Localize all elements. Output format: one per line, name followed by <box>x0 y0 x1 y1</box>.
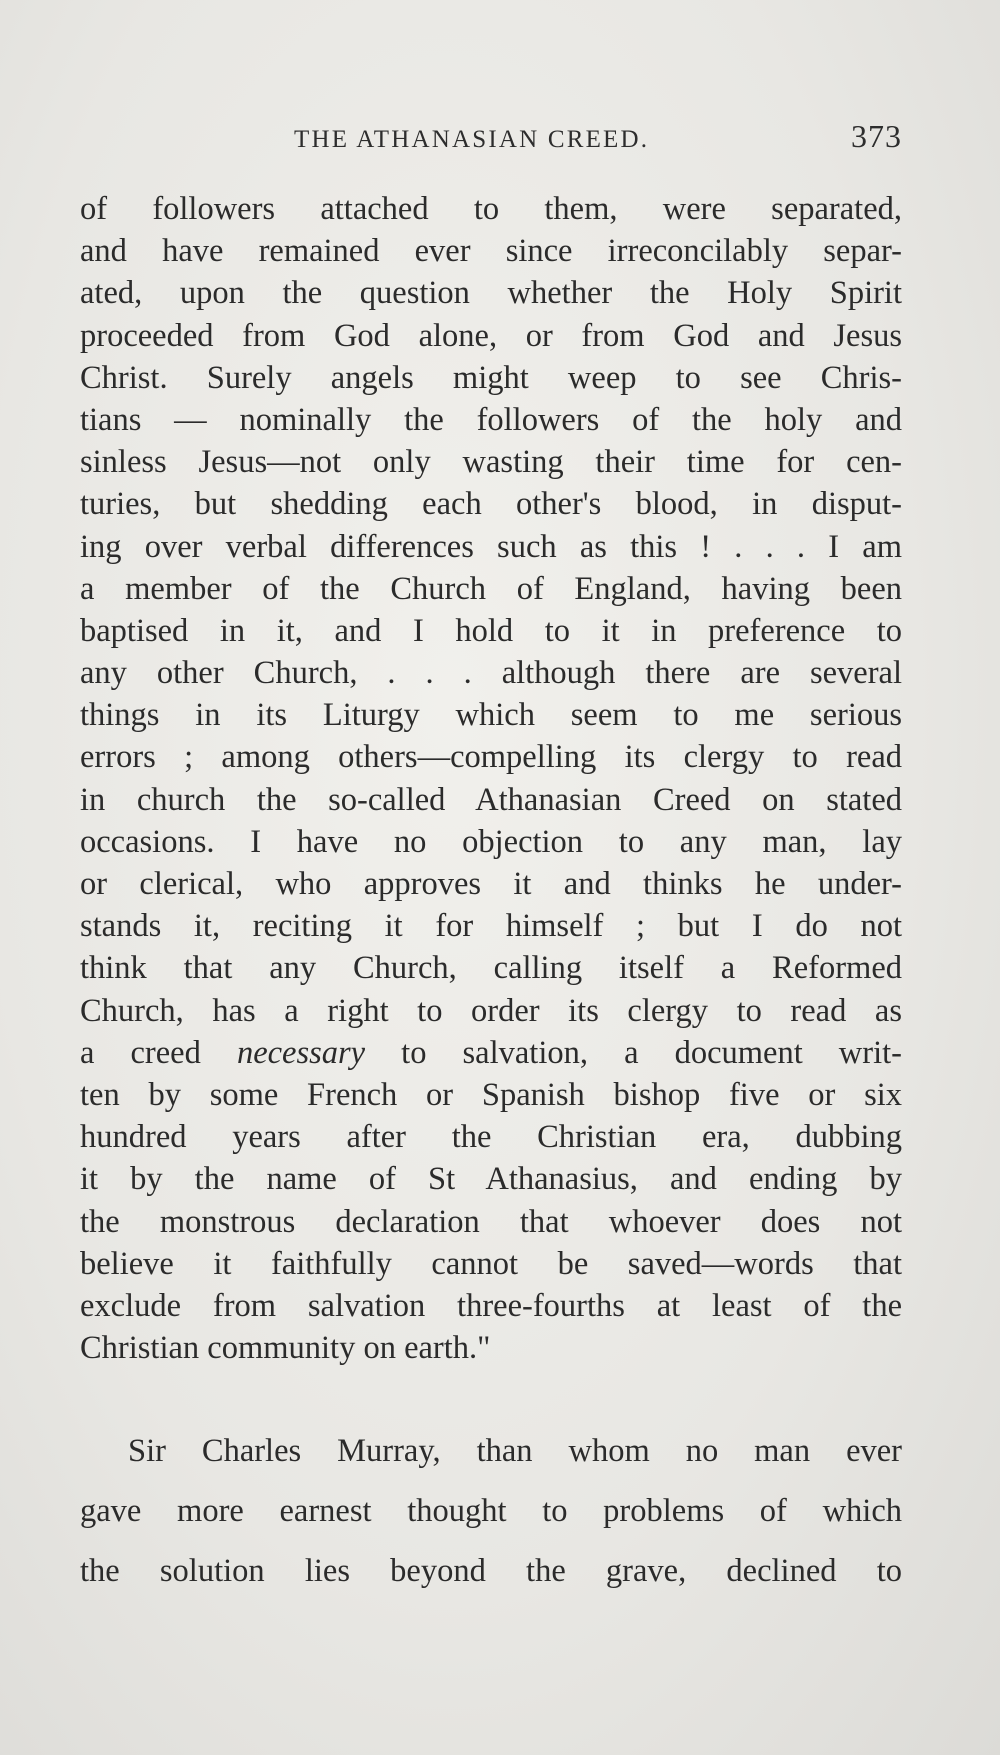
text-run: to salvation, a document writ- <box>365 1034 902 1071</box>
text-line-with-italic <box>80 1032 902 1074</box>
text-line: in church the so-called Athanasian Creed on stated <box>80 781 902 818</box>
text-line: any other Church, . . . although there are several <box>80 655 902 692</box>
text-line: the monstrous declaration that whoever does not <box>80 1203 902 1240</box>
text-line: and have remained ever since irreconcilably separ- <box>80 233 902 270</box>
text-line: gave more earnest thought to problems of which <box>80 1493 902 1530</box>
text-line: Church, has a right to order its clergy to read as <box>80 992 902 1029</box>
quotation-paragraph <box>80 188 902 1369</box>
text-line: tians — nominally the followers of the holy and <box>80 401 902 438</box>
text-line: Christ. Surely angels might weep to see Chris- <box>80 359 902 396</box>
text-line: exclude from salvation three-fourths at least of the <box>80 1287 902 1324</box>
text-line: errors ; among others—compelling its clergy to read <box>80 739 902 776</box>
text-line: hundred years after the Christian era, dubbing <box>80 1119 902 1156</box>
text-line-last: Christian community on earth." <box>80 1330 491 1367</box>
text-line: baptised in it, and I hold to it in preference to <box>80 612 902 649</box>
text-line-indented: Sir Charles Murray, than whom no man ever <box>128 1433 902 1470</box>
text-line: ten by some French or Spanish bishop five or six <box>80 1076 902 1113</box>
text-line: occasions. I have no objection to any man, lay <box>80 823 902 860</box>
text-line: a member of the Church of England, having been <box>80 570 902 607</box>
body-text <box>80 188 902 1601</box>
text-line: things in its Liturgy which seem to me serious <box>80 697 902 734</box>
text-line: turies, but shedding each other's blood, in disput- <box>80 486 902 523</box>
narrative-paragraph <box>80 1421 902 1601</box>
running-head <box>80 118 902 158</box>
text-line: stands it, reciting it for himself ; but I do not <box>80 908 902 945</box>
italic-word: necessary <box>236 1034 366 1071</box>
text-line: proceeded from God alone, or from God and Jesus <box>80 317 902 354</box>
paragraph-gap <box>80 1369 902 1421</box>
text-line: ated, upon the question whether the Holy Spirit <box>80 275 902 312</box>
page-number: 373 <box>851 118 902 154</box>
text-line: think that any Church, calling itself a Reformed <box>80 950 902 987</box>
text-line: ing over verbal differences such as this ! . . . I am <box>80 528 902 565</box>
text-line: believe it faithfully cannot be saved—words that <box>80 1245 902 1282</box>
running-title: THE ATHANASIAN CREED. <box>294 126 650 153</box>
text-line: the solution lies beyond the grave, declined to <box>80 1553 902 1590</box>
text-line: sinless Jesus—not only wasting their time for cen- <box>80 444 902 481</box>
text-run: a creed <box>80 1034 237 1071</box>
text-line: or clerical, who approves it and thinks he under- <box>80 866 902 902</box>
text-line: it by the name of St Athanasius, and ending by <box>80 1161 902 1198</box>
text-line: of followers attached to them, were separated, <box>80 191 902 227</box>
